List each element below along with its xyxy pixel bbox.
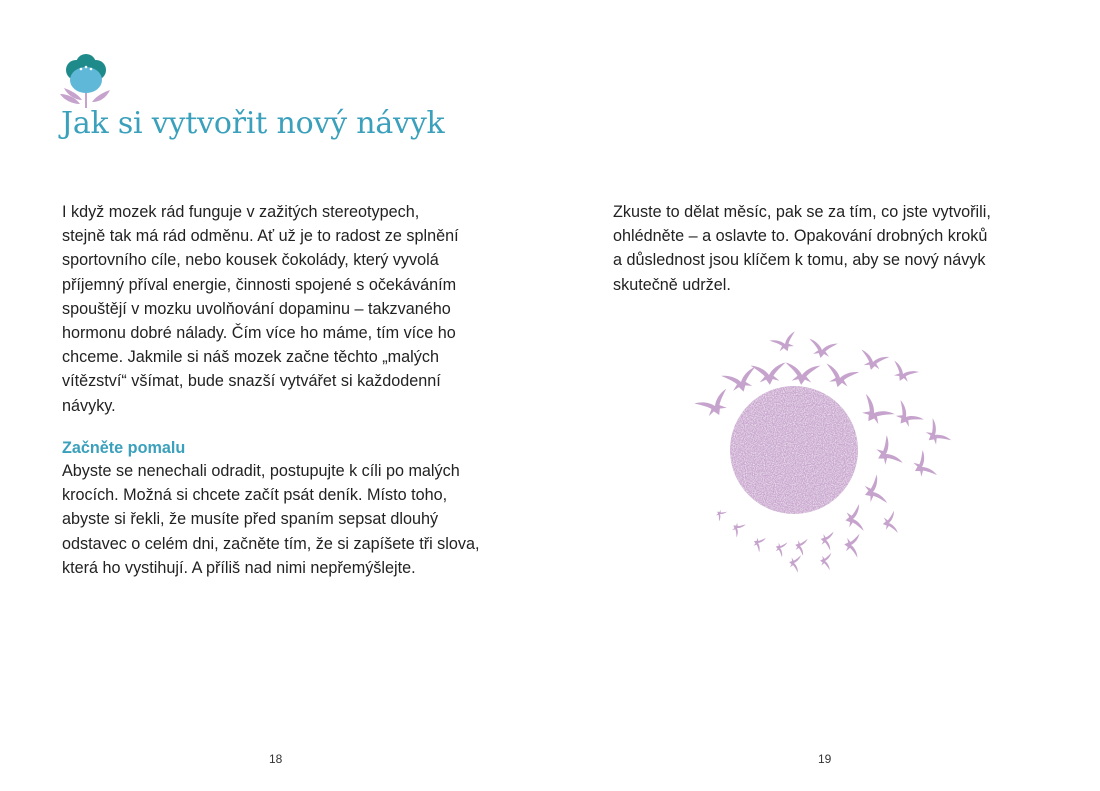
section-heading: Začněte pomalu: [62, 439, 186, 457]
flower-icon: [56, 52, 116, 112]
sun-circle: [730, 386, 858, 514]
right-paragraph: Zkuste to dělat měsíc, pak se za tím, co jste vytvořili, ohlédněte – a oslavte to. Opakování drobných kroků a důslednost jsou klíčem k tomu, aby se nový návyk skutečně udržel.: [613, 203, 991, 294]
page-number-left: 18: [269, 752, 283, 766]
paragraph-1: I když mozek rád funguje v zažitých stereotypech, stejně tak má rád odměnu. Ať už je to radost ze splnění sportovního cíle, nebo kousek čokolády, který vyvolá příjemný příval energie, činnosti spojené s očekáváním spouštějí v mozku uvolňování dopaminu – takzvaného hormonu dobré nálady. Čím více ho máme, tím více ho chceme. Jakmile si náš mozek začne těchto „malých vítězství“ všímat, bude snazší vytvářet si každodenní návyky.: [62, 203, 459, 415]
paragraph-2: Abyste se nenechali odradit, postupujte k cíli po malých krocích. Možná si chcete začít psát deník. Místo toho, abyste si řekli, že musíte před spaním sepsat dlouhý odstavec o celém dni, začněte tím, že si zapíšete tři slova, která ho vystihují. A příliš nad nimi nepřemýšlejte.: [62, 462, 480, 577]
page-number-right: 19: [818, 752, 832, 766]
page-title: Jak si vytvořit nový návyk: [61, 106, 445, 141]
swallows-sun-illustration: [690, 320, 960, 585]
